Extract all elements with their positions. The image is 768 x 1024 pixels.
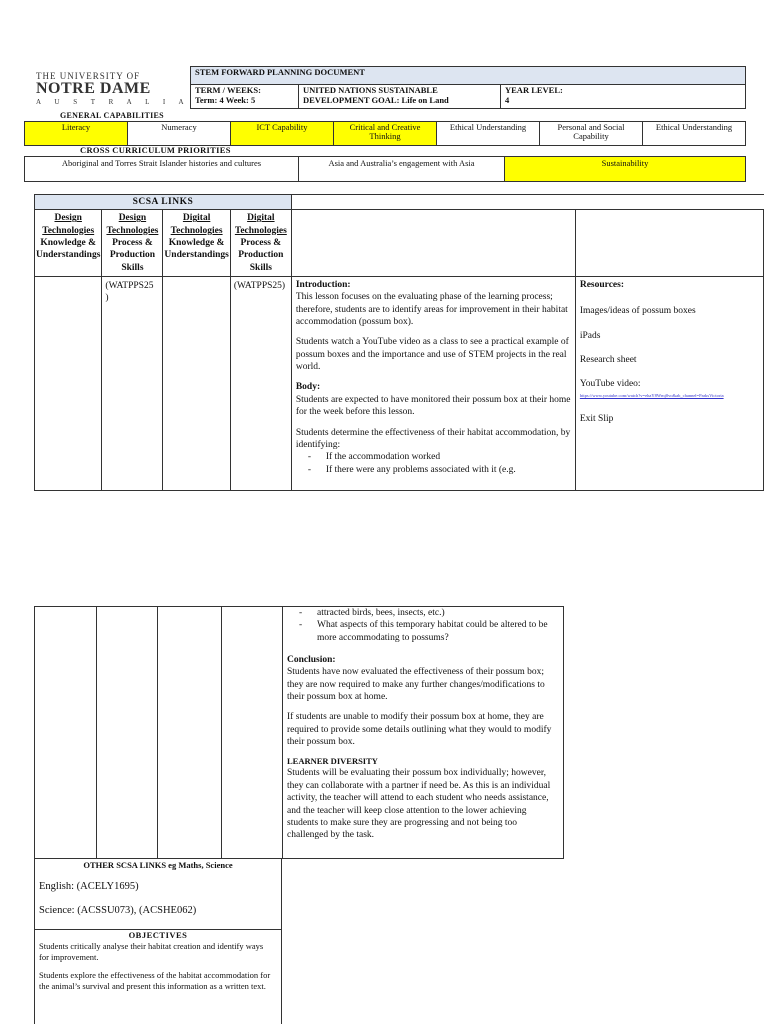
lesson-content-continued — [283, 607, 564, 859]
scsa-col-digital-process — [230, 210, 291, 277]
header-table — [190, 66, 746, 109]
lesson-table — [34, 194, 764, 491]
capability-personal-social: Personal and Social Capability — [540, 122, 643, 146]
lesson-table-continued — [34, 606, 564, 859]
resource-item: Images/ideas of possum boxes — [579, 306, 696, 317]
cross-curriculum-title: CROSS CURRICULUM PRIORITIES — [80, 145, 231, 155]
goal-value: DEVELOPMENT GOAL: Life on Land — [303, 94, 449, 105]
resource-item: YouTube video: — [579, 379, 641, 390]
capability-critical-thinking: Critical and Creative Thinking — [334, 122, 437, 146]
year-label: YEAR LEVEL: — [505, 85, 563, 95]
other-scsa-links — [34, 858, 282, 1024]
col-heading-line: Design — [54, 213, 82, 224]
col-heading-line: Design — [118, 213, 147, 224]
scsa-col-digital-knowledge — [163, 210, 230, 277]
introduction-text: This lesson focuses on the evaluating phase of the learning process; therefore, students are to identify areas for improvement in their habitat accommodation (possum box). — [295, 292, 568, 328]
col-heading-line: Knowledge & — [168, 238, 225, 249]
youtube-link[interactable]: https://www.youtube.com/watch?v=ehaY8Wmj0vo&ab_channel=ParksVictoria — [579, 392, 724, 398]
scsa-links-title: SCSA LINKS — [35, 195, 292, 210]
goal-label: UNITED NATIONS SUSTAINABLE — [303, 85, 438, 95]
learner-diversity-text: Students will be evaluating their possum box individually; however, they can collaborate with a partner if need be. As this is an individual activity, the teacher will attend to each student who needs assistance, and the teacher will keep close attention to the lower achieving students to make sure they are progressing and not being too challenged by the task. — [287, 768, 551, 841]
col-heading-line: Process & — [112, 238, 153, 249]
lesson-header-cell — [291, 210, 575, 277]
general-capabilities-table — [24, 121, 746, 146]
list-item: - What aspects of this temporary habitat could be altered to be more accommodating to possums? — [317, 619, 559, 644]
year-value: 4 — [505, 94, 510, 105]
col-heading-line: Technologies — [106, 225, 159, 236]
priority-aboriginal: Aboriginal and Torres Strait Islander histories and cultures — [25, 157, 299, 182]
digital-knowledge-cell — [158, 607, 222, 859]
goal-cell — [299, 85, 501, 109]
document-title: STEM FORWARD PLANNING DOCUMENT — [191, 67, 746, 85]
list-item — [317, 607, 559, 619]
logo-line-3: A U S T R A L I A — [36, 98, 190, 106]
col-heading-line: Digital — [247, 213, 275, 224]
resources-heading: Resources: — [579, 280, 624, 291]
digital-process-cell — [230, 277, 291, 491]
capability-ethical-2: Ethical Understanding — [643, 122, 746, 146]
logo-line-1: THE UNIVERSITY OF — [36, 71, 141, 81]
term-cell — [191, 85, 299, 109]
body-text-2: Students determine the effectiveness of their habitat accommodation, by identifying: — [295, 427, 571, 450]
conclusion-text-2: If students are unable to modify their possum box at home, they are required to provide some details outlining what they would to modify their possum box. — [287, 712, 552, 748]
col-heading-line: Understandings — [164, 250, 229, 261]
capability-ict: ICT Capability — [231, 122, 334, 146]
resources-header-cell — [575, 210, 763, 277]
col-heading-line: Digital — [182, 213, 211, 224]
col-heading-line: Technologies — [42, 225, 95, 236]
col-heading-line: Knowledge & — [40, 238, 97, 249]
list-item-text: attracted birds, bees, insects, etc.) — [317, 608, 445, 618]
col-heading-line: Production Skills — [238, 250, 284, 273]
resources-content — [575, 277, 763, 491]
objective-item: Students critically analyse their habitat creation and identify ways for improvement. — [39, 941, 264, 962]
resource-item: Research sheet — [579, 355, 637, 366]
term-value: Term: 4 Week: 5 — [195, 94, 256, 105]
list-item: - If the accommodation worked — [326, 451, 571, 463]
term-label: TERM / WEEKS: — [195, 85, 261, 95]
conclusion-heading: Conclusion: — [287, 655, 336, 666]
english-link: English: (ACELY1695) — [39, 881, 139, 892]
resource-item: Exit Slip — [579, 413, 614, 424]
col-heading-line: Technologies — [170, 225, 223, 236]
evaluation-list-continued — [287, 607, 559, 644]
conclusion-text: Students have now evaluated the effectiveness of their possum box; they are now required to make any further changes/modifications to their possum box at home. — [287, 667, 545, 703]
col-heading-line: Understandings — [36, 250, 101, 261]
scsa-col-design-knowledge — [35, 210, 102, 277]
objective-item: Students explore the effectiveness of the habitat accommodation for the animal’s survival and present this information as a written text. — [39, 970, 271, 991]
scsa-code: (WATPPS25) — [233, 281, 286, 292]
general-capabilities-title: GENERAL CAPABILITIES — [60, 111, 164, 120]
objectives-heading: OBJECTIVES — [35, 929, 281, 940]
design-process-cell — [97, 607, 158, 859]
col-heading-line: Technologies — [234, 225, 287, 236]
introduction-video-text: Students watch a YouTube video as a class to see a practical example of possum boxes and the importance and use of STEM projects in the real world. — [295, 337, 569, 373]
design-knowledge-cell — [35, 607, 97, 859]
introduction-heading: Introduction: — [295, 280, 351, 291]
year-cell — [501, 85, 746, 109]
body-text: Students are expected to have monitored their possum box at their home for the week before this lesson. — [295, 394, 571, 418]
body-heading: Body: — [295, 382, 321, 393]
scsa-code-close: ) — [105, 293, 109, 304]
list-item: - If there were any problems associated with it (e.g. — [326, 464, 571, 476]
capability-numeracy: Numeracy — [128, 122, 231, 146]
evaluation-list — [296, 451, 571, 476]
cross-curriculum-table — [24, 156, 746, 182]
learner-diversity-heading: LEARNER DIVERSITY — [287, 756, 378, 767]
digital-knowledge-cell — [163, 277, 230, 491]
design-process-cell — [102, 277, 163, 491]
priority-asia: Asia and Australia’s engagement with Asia — [299, 157, 505, 182]
digital-process-cell — [222, 607, 283, 859]
col-heading-line: Process & — [240, 238, 282, 249]
lesson-content — [291, 277, 575, 491]
other-scsa-heading: OTHER SCSA LINKS eg Maths, Science — [83, 860, 233, 870]
col-heading-line: Production Skills — [109, 250, 156, 273]
capability-ethical: Ethical Understanding — [437, 122, 540, 146]
logo-line-2: NOTRE DAME — [36, 80, 151, 97]
priority-sustainability: Sustainability — [505, 157, 746, 182]
scsa-col-design-process — [102, 210, 163, 277]
resource-item: iPads — [579, 330, 601, 341]
university-logo — [24, 68, 190, 110]
science-link: Science: (ACSSU073), (ACSHE062) — [39, 905, 197, 916]
capability-literacy: Literacy — [25, 122, 128, 146]
objectives-body — [39, 941, 275, 1000]
scsa-code: (WATPPS25 — [105, 281, 154, 292]
design-knowledge-cell — [35, 277, 102, 491]
